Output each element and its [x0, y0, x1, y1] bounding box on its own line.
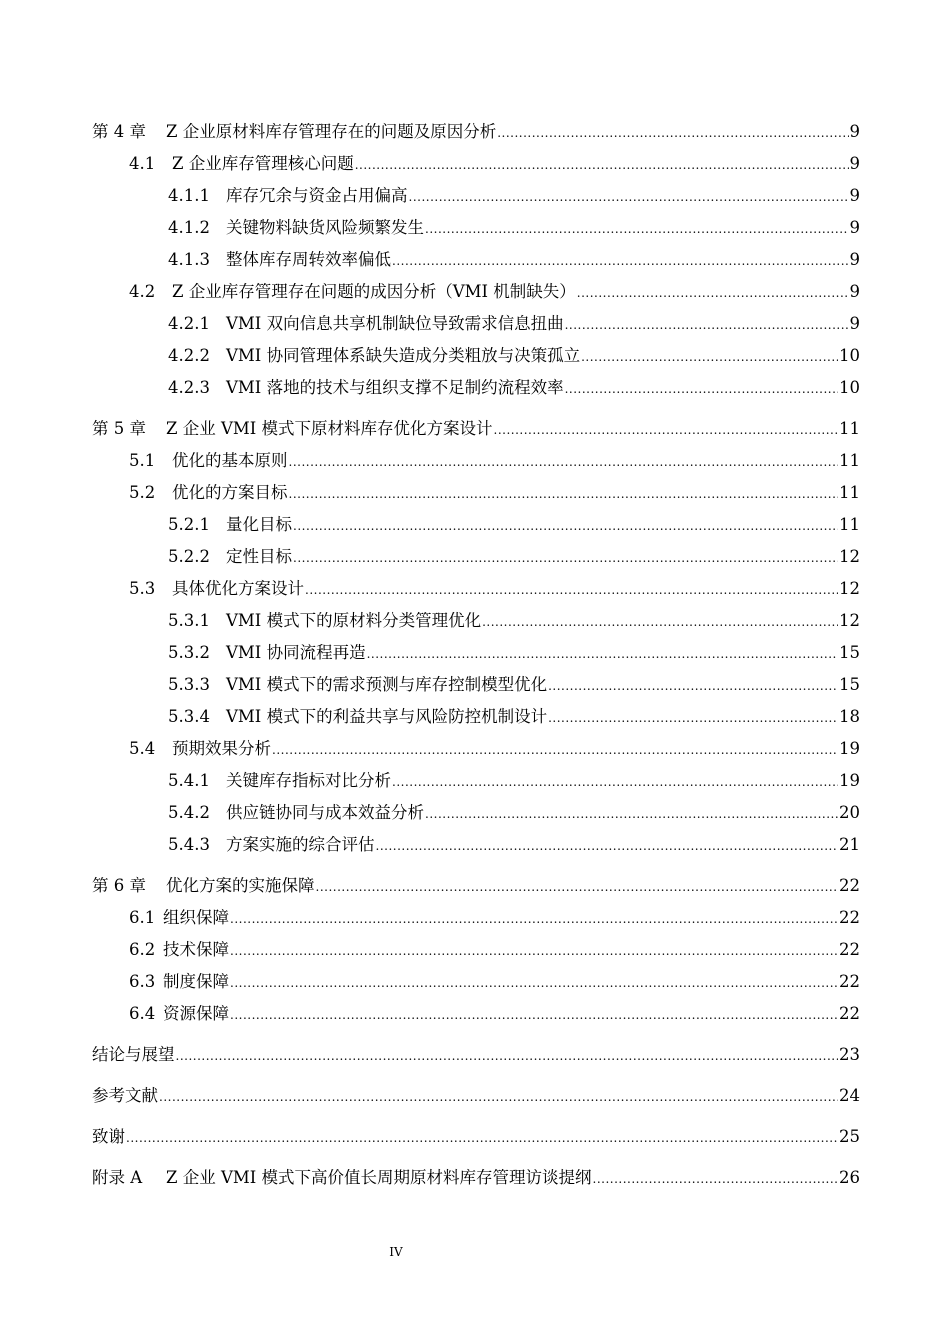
toc-entry-page: 22: [839, 876, 860, 895]
toc-entry-title: VMI 模式下的原材料分类管理优化: [226, 611, 482, 630]
toc-entry-page: 10: [839, 346, 860, 365]
toc-entry-page: 12: [839, 579, 860, 598]
toc-leader-dots: [289, 478, 839, 510]
toc-leader-dots: [548, 702, 838, 734]
toc-leader-dots: [126, 1122, 838, 1154]
toc-leader-dots: [392, 245, 849, 277]
toc-entry-title: 定性目标: [226, 547, 292, 566]
toc-entry[interactable]: [92, 669, 860, 701]
toc-entry-title: 预期效果分析: [172, 739, 271, 758]
toc-entry-page: 22: [839, 908, 860, 927]
toc-entry-title: 具体优化方案设计: [172, 579, 304, 598]
toc-entry-page: 22: [839, 972, 860, 991]
toc-entry-page: 21: [839, 835, 860, 854]
toc-entry-number: 5.1: [129, 451, 156, 470]
toc-entry-number: 5.3: [129, 579, 156, 598]
toc-entry-title: 组织保障: [163, 908, 229, 927]
toc-entry[interactable]: [92, 733, 860, 765]
toc-entry-number: 5.4.3: [168, 835, 210, 854]
toc-entry-title: 结论与展望: [92, 1045, 175, 1064]
toc-leader-dots: [482, 606, 838, 638]
toc-entry-title: 参考文献: [92, 1086, 158, 1105]
toc-entry-page: 11: [839, 483, 860, 502]
toc-entry-number: 4.1.1: [168, 186, 210, 205]
toc-leader-dots: [355, 149, 849, 181]
toc-entry-title: Z 企业 VMI 模式下高价值长周期原材料库存管理访谈提纲: [166, 1168, 592, 1187]
toc-entry-number: 5.2.2: [168, 547, 210, 566]
toc-entry-number: 4.1.2: [168, 218, 210, 237]
toc-leader-dots: [425, 213, 849, 245]
toc-leader-dots: [293, 542, 838, 574]
toc-leader-dots: [577, 277, 849, 309]
toc-entry-title: VMI 协同流程再造: [226, 643, 366, 662]
toc-entry[interactable]: [92, 966, 860, 998]
toc-leader-dots: [272, 734, 838, 766]
toc-entry-title: 优化方案的实施保障: [166, 876, 315, 895]
toc-entry[interactable]: [92, 276, 860, 308]
toc-leader-dots: [548, 670, 838, 702]
toc-entry-number: 5.3.4: [168, 707, 210, 726]
toc-entry-title: VMI 模式下的需求预测与库存控制模型优化: [226, 675, 548, 694]
toc-entry-number: 第 4 章: [92, 122, 146, 141]
toc-entry-page: 18: [839, 707, 860, 726]
toc-leader-dots: [230, 967, 838, 999]
toc-entry-title: 关键物料缺货风险频繁发生: [226, 218, 424, 237]
toc-entry[interactable]: [92, 902, 860, 934]
toc-leader-dots: [376, 830, 839, 862]
toc-entry[interactable]: [92, 765, 860, 797]
toc-entry-page: 15: [839, 675, 860, 694]
toc-entry-title: 制度保障: [163, 972, 229, 991]
toc-entry-title: 整体库存周转效率偏低: [226, 250, 391, 269]
toc-entry[interactable]: [92, 701, 860, 733]
toc-entry-page: 9: [849, 282, 860, 301]
toc-entry-number: 5.3.3: [168, 675, 210, 694]
toc-entry[interactable]: [92, 605, 860, 637]
toc-leader-dots: [230, 903, 838, 935]
toc-leader-dots: [565, 373, 838, 405]
toc-entry-title: 量化目标: [226, 515, 292, 534]
toc-entry-page: 11: [839, 419, 860, 438]
toc-entry-number: 第 5 章: [92, 419, 146, 438]
toc-entry[interactable]: [92, 573, 860, 605]
toc-entry-number: 5.3.1: [168, 611, 210, 630]
toc-entry-page: 12: [839, 611, 860, 630]
toc-entry-number: 4.1: [129, 154, 156, 173]
toc-entry-page: 26: [839, 1168, 860, 1187]
toc-entry-title: 优化的方案目标: [172, 483, 288, 502]
toc-entry-title: VMI 模式下的利益共享与风险防控机制设计: [226, 707, 548, 726]
toc-entry-page: 11: [839, 515, 860, 534]
toc-entry-page: 9: [849, 186, 860, 205]
toc-entry-title: VMI 协同管理体系缺失造成分类粗放与决策孤立: [226, 346, 581, 365]
toc-entry[interactable]: [92, 1121, 860, 1153]
toc-entry-page: 19: [839, 739, 860, 758]
toc-entry-number: 6.1: [129, 908, 156, 927]
toc-entry-title: 资源保障: [163, 1004, 229, 1023]
table-of-contents: [92, 116, 860, 1194]
toc-leader-dots: [409, 181, 849, 213]
toc-entry-title: 技术保障: [163, 940, 229, 959]
toc-entry-page: 15: [839, 643, 860, 662]
toc-entry-page: 11: [839, 451, 860, 470]
toc-leader-dots: [230, 935, 838, 967]
toc-entry-page: 9: [849, 122, 860, 141]
toc-leader-dots: [565, 309, 849, 341]
toc-entry[interactable]: [92, 116, 860, 148]
toc-entry-title: 关键库存指标对比分析: [226, 771, 391, 790]
toc-leader-dots: [367, 638, 838, 670]
toc-entry-page: 23: [839, 1045, 860, 1064]
toc-entry-title: 方案实施的综合评估: [226, 835, 375, 854]
toc-entry-number: 4.2.3: [168, 378, 210, 397]
toc-entry-number: 5.4.2: [168, 803, 210, 822]
toc-entry-page: 20: [839, 803, 860, 822]
toc-entry-title: 致谢: [92, 1127, 125, 1146]
toc-entry[interactable]: [92, 870, 860, 902]
toc-entry-title: Z 企业原材料库存管理存在的问题及原因分析: [166, 122, 497, 141]
toc-leader-dots: [176, 1040, 839, 1072]
toc-entry-page: 12: [839, 547, 860, 566]
toc-leader-dots: [230, 999, 838, 1031]
toc-entry-number: 6.3: [129, 972, 156, 991]
toc-leader-dots: [289, 446, 839, 478]
toc-entry-number: 第 6 章: [92, 876, 146, 895]
toc-entry[interactable]: [92, 413, 860, 445]
toc-entry-page: 22: [839, 1004, 860, 1023]
toc-entry-number: 6.4: [129, 1004, 156, 1023]
toc-entry[interactable]: [92, 244, 860, 276]
toc-leader-dots: [316, 871, 839, 903]
toc-entry-page: 9: [849, 154, 860, 173]
toc-entry-title: Z 企业 VMI 模式下原材料库存优化方案设计: [166, 419, 493, 438]
toc-entry-page: 9: [849, 314, 860, 333]
toc-entry-title: VMI 双向信息共享机制缺位导致需求信息扭曲: [226, 314, 564, 333]
toc-entry[interactable]: [92, 180, 860, 212]
toc-entry-number: 5.4: [129, 739, 156, 758]
toc-entry[interactable]: [92, 1162, 860, 1194]
toc-entry-number: 5.2: [129, 483, 156, 502]
toc-entry-title: Z 企业库存管理存在问题的成因分析（VMI 机制缺失）: [172, 282, 576, 301]
toc-entry[interactable]: [92, 212, 860, 244]
toc-entry[interactable]: [92, 637, 860, 669]
toc-leader-dots: [497, 117, 848, 149]
toc-entry-title: 供应链协同与成本效益分析: [226, 803, 424, 822]
toc-entry-number: 5.4.1: [168, 771, 210, 790]
toc-entry[interactable]: [92, 509, 860, 541]
toc-entry[interactable]: [92, 829, 860, 861]
toc-entry[interactable]: [92, 445, 860, 477]
toc-entry[interactable]: [92, 148, 860, 180]
toc-entry[interactable]: [92, 477, 860, 509]
toc-entry[interactable]: [92, 797, 860, 829]
toc-entry-title: 优化的基本原则: [172, 451, 288, 470]
toc-entry[interactable]: [92, 340, 860, 372]
toc-leader-dots: [581, 341, 838, 373]
toc-leader-dots: [593, 1163, 838, 1195]
toc-entry-title: 库存冗余与资金占用偏高: [226, 186, 408, 205]
toc-leader-dots: [305, 574, 838, 606]
toc-entry-page: 22: [839, 940, 860, 959]
toc-entry[interactable]: [92, 541, 860, 573]
toc-entry-page: 10: [839, 378, 860, 397]
toc-entry[interactable]: [92, 934, 860, 966]
toc-entry[interactable]: [92, 308, 860, 340]
toc-entry[interactable]: [92, 372, 860, 404]
toc-leader-dots: [494, 414, 838, 446]
toc-entry-title: VMI 落地的技术与组织支撑不足制约流程效率: [226, 378, 564, 397]
toc-entry-title: Z 企业库存管理核心问题: [172, 154, 354, 173]
toc-entry-page: 9: [849, 218, 860, 237]
page-number-footer: IV: [389, 1245, 403, 1259]
toc-entry-page: 9: [849, 250, 860, 269]
toc-leader-dots: [392, 766, 838, 798]
toc-entry-number: 4.2.1: [168, 314, 210, 333]
toc-entry-number: 6.2: [129, 940, 156, 959]
toc-entry-number: 附录 A: [92, 1168, 143, 1187]
toc-entry[interactable]: [92, 998, 860, 1030]
toc-entry-page: 25: [839, 1127, 860, 1146]
toc-entry-number: 4.1.3: [168, 250, 210, 269]
toc-entry[interactable]: [92, 1039, 860, 1071]
toc-entry-page: 19: [839, 771, 860, 790]
toc-entry-number: 5.3.2: [168, 643, 210, 662]
toc-leader-dots: [293, 510, 838, 542]
toc-entry-number: 5.2.1: [168, 515, 210, 534]
toc-entry-number: 4.2.2: [168, 346, 210, 365]
toc-entry[interactable]: [92, 1080, 860, 1112]
toc-entry-number: 4.2: [129, 282, 156, 301]
toc-leader-dots: [425, 798, 838, 830]
toc-entry-page: 24: [839, 1086, 860, 1105]
toc-leader-dots: [159, 1081, 838, 1113]
